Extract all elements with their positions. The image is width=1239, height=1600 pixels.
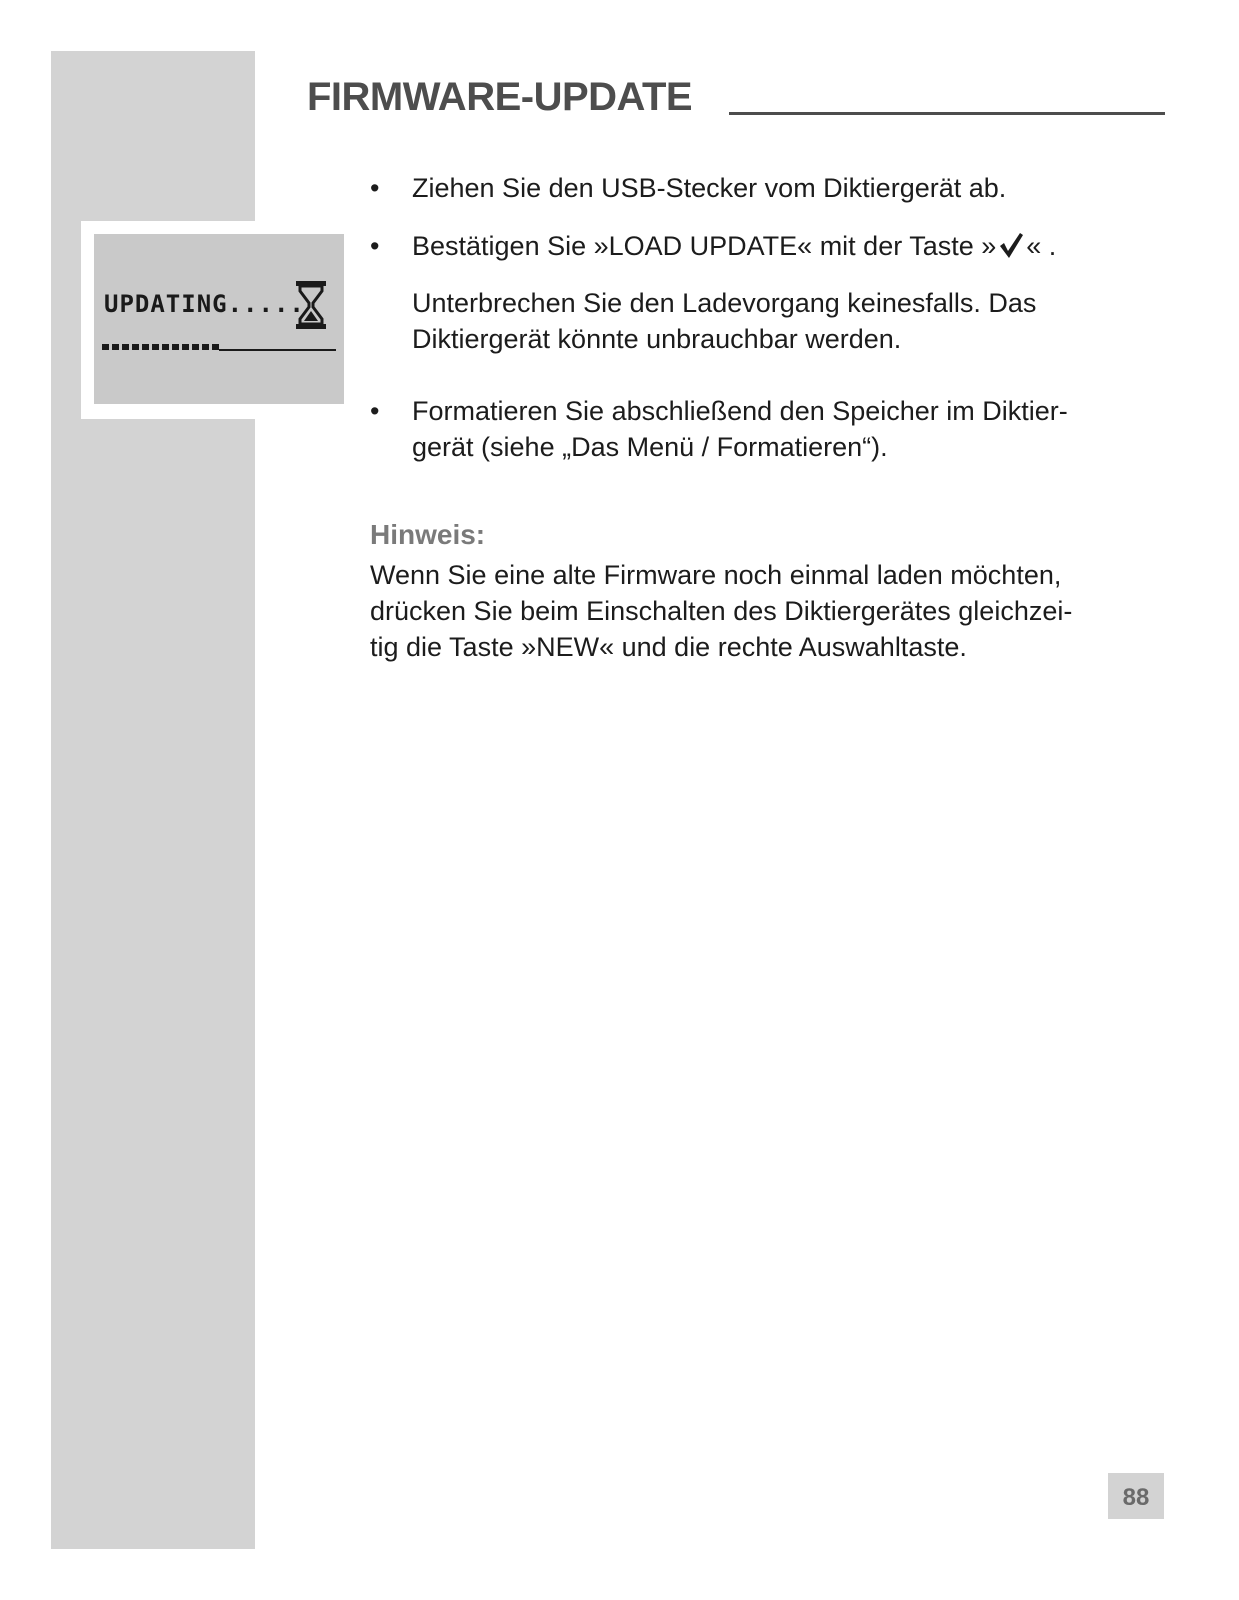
page-title: FIRMWARE-UPDATE bbox=[307, 75, 693, 119]
note-line: Unterbrechen Sie den Ladevorgang keinesfalls. Das bbox=[412, 288, 1037, 318]
checkmark-icon bbox=[998, 231, 1024, 259]
display-text: UPDATING..... bbox=[104, 290, 305, 318]
list-item bbox=[370, 393, 1068, 465]
list-item bbox=[370, 228, 1056, 264]
step-text: gerät (siehe „Das Menü / Formatieren“). bbox=[412, 432, 888, 462]
hint-line: drücken Sie beim Einschalten des Diktiergerätes gleichzei- bbox=[370, 596, 1073, 626]
step-text: Formatieren Sie abschließend den Speicher im Diktier- bbox=[412, 396, 1068, 426]
page-number: 88 bbox=[1108, 1473, 1164, 1519]
note-line: Diktiergerät könnte unbrauchbar werden. bbox=[412, 324, 902, 354]
step-text-end: « . bbox=[1026, 231, 1057, 261]
step-note bbox=[370, 285, 1036, 357]
progress-fill bbox=[102, 344, 219, 350]
progress-track bbox=[219, 349, 336, 351]
bullet: • bbox=[370, 396, 380, 426]
hint-line: Wenn Sie eine alte Firmware noch einmal laden möchten, bbox=[370, 560, 1062, 590]
device-display bbox=[94, 234, 344, 404]
hint-title: Hinweis: bbox=[370, 519, 486, 550]
step-text: Ziehen Sie den USB-Stecker vom Diktiergerät ab. bbox=[412, 173, 1007, 203]
title-rule bbox=[729, 112, 1165, 115]
bullet: • bbox=[370, 231, 380, 261]
bullet: • bbox=[370, 173, 380, 203]
hint-line: tig die Taste »NEW« und die rechte Auswahltaste. bbox=[370, 632, 967, 662]
hint-box bbox=[370, 517, 1150, 665]
hint-body bbox=[370, 557, 1150, 665]
progress-bar bbox=[102, 343, 336, 351]
hourglass-icon bbox=[296, 281, 326, 329]
list-item bbox=[370, 170, 1006, 206]
step-text: Bestätigen Sie »LOAD UPDATE« mit der Taste » bbox=[412, 231, 997, 261]
